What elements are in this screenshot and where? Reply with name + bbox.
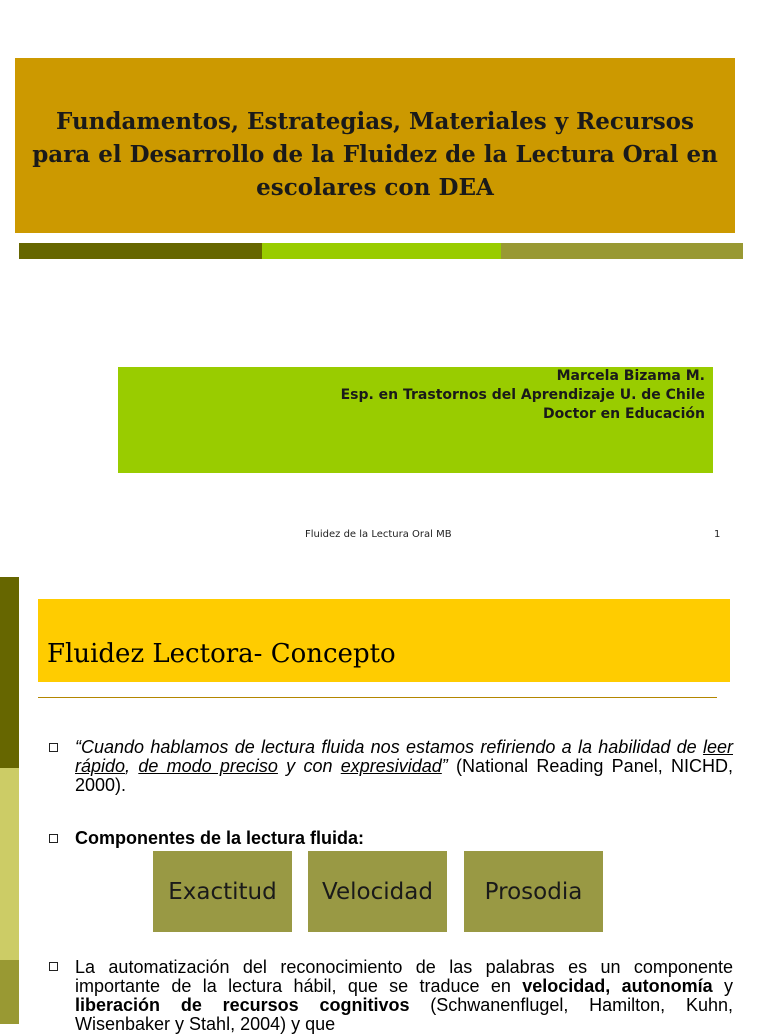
components-heading: Componentes de la lectura fluida:	[75, 828, 365, 848]
concept-title: Fluidez Lectora- Concepto	[47, 639, 396, 669]
auto-text-1: La automatización del reconocimiento de las palabras es un componente importante de la lectura hábil, que se traduce en	[75, 957, 733, 996]
quote-underline-3: expresividad	[340, 756, 442, 776]
accent-bar-right	[501, 243, 743, 259]
side-bar-middle	[0, 768, 19, 960]
title-banner	[15, 58, 735, 233]
quote-text-1: “Cuando hablamos de lectura fluida nos estamos refiriendo a la habilidad de	[75, 737, 703, 757]
quote-paragraph	[75, 738, 733, 795]
square-bullet-icon	[49, 743, 58, 752]
author-info	[341, 367, 705, 424]
component-prosodia: Prosodia	[464, 851, 603, 932]
quote-underline-2: de modo preciso	[138, 756, 278, 776]
slide-title: Fundamentos, Estrategias, Materiales y Recursos para el Desarrollo de la Fluidez de la Lectura Oral en escolares con DEA	[32, 108, 718, 201]
side-bar-top	[0, 577, 19, 768]
quote-underline-1: leer rápido	[75, 737, 733, 776]
quote-text-3: y con	[277, 756, 341, 776]
auto-text-3: (Schwanenflugel, Hamilton, Kuhn, Wisenbaker y Stahl, 2004) y que	[75, 995, 733, 1034]
accent-bar-middle	[262, 243, 501, 259]
quote-close: ”	[441, 756, 448, 776]
quote-text-2: ,	[125, 756, 139, 776]
author-box	[118, 367, 713, 473]
component-exactitud: Exactitud	[153, 851, 292, 932]
auto-bold-2: liberación de recursos cognitivos	[75, 995, 410, 1015]
slide-footer: Fluidez de la Lectura Oral MB	[305, 529, 452, 540]
author-degree: Doctor en Educación	[543, 406, 705, 422]
auto-text-2: y	[712, 976, 733, 996]
author-name: Marcela Bizama M.	[556, 368, 705, 384]
quote-source: (National Reading Panel, NICHD, 2000).	[75, 756, 733, 795]
square-bullet-icon	[49, 834, 58, 843]
automatization-paragraph	[75, 958, 733, 1034]
side-bar-bottom	[0, 960, 19, 1024]
page-number: 1	[714, 529, 721, 540]
accent-bar-left	[19, 243, 262, 259]
auto-bold-1: velocidad, autonomía	[522, 976, 713, 996]
author-specialty: Esp. en Trastornos del Aprendizaje U. de Chile	[340, 387, 705, 403]
square-bullet-icon	[49, 962, 58, 971]
concept-title-banner	[38, 599, 730, 682]
title-divider	[38, 697, 717, 698]
component-velocidad: Velocidad	[308, 851, 447, 932]
